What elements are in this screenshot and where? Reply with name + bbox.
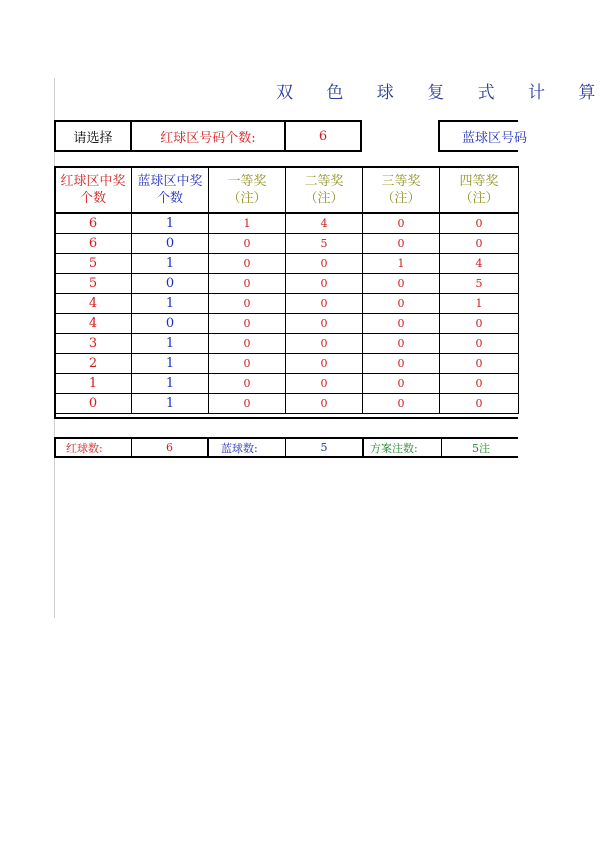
page-title: 双 色 球 复 式 计 算 xyxy=(276,83,609,103)
column-header-1 xyxy=(132,167,209,214)
table-cell: 0 xyxy=(286,254,363,274)
column-header-0 xyxy=(55,167,132,214)
table-cell: 0 xyxy=(286,394,363,414)
column-header-line2: （注） xyxy=(304,191,344,206)
column-header-line1: 一等奖 xyxy=(227,174,267,189)
table-cell: 1 xyxy=(440,294,519,314)
table-cell: 0 xyxy=(440,234,519,254)
column-header-line1: 四等奖 xyxy=(459,174,499,189)
table-cell: 0 xyxy=(363,294,440,314)
summary-blue-label: 蓝球数: xyxy=(209,439,286,456)
column-header-3 xyxy=(286,167,363,214)
table-cell: 4 xyxy=(286,214,363,234)
blue-count-selector xyxy=(438,120,528,152)
table-cell: 0 xyxy=(440,374,519,394)
table-cell: 1 xyxy=(132,214,209,234)
table-cell: 0 xyxy=(55,394,132,414)
table-cell: 1 xyxy=(132,354,209,374)
table-cell: 0 xyxy=(209,234,286,254)
select-prompt: 请选择 xyxy=(56,122,132,150)
table-cell: 0 xyxy=(363,374,440,394)
table-row xyxy=(55,294,519,314)
table-cell: 0 xyxy=(209,374,286,394)
table-cell: 0 xyxy=(363,214,440,234)
table-cell: 0 xyxy=(209,354,286,374)
table-cell: 1 xyxy=(132,374,209,394)
table-cell: 0 xyxy=(286,374,363,394)
table-cell: 0 xyxy=(209,314,286,334)
table-cell: 0 xyxy=(440,354,519,374)
red-count-selector xyxy=(54,120,362,152)
prize-table xyxy=(54,166,519,414)
table-cell: 0 xyxy=(363,334,440,354)
column-header-line2: 个数 xyxy=(79,191,106,206)
table-cell: 0 xyxy=(440,334,519,354)
table-cell: 0 xyxy=(363,234,440,254)
table-row xyxy=(55,394,519,414)
red-count-value[interactable]: 6 xyxy=(318,128,328,144)
column-header-2 xyxy=(209,167,286,214)
table-cell: 0 xyxy=(209,294,286,314)
table-cell: 1 xyxy=(132,294,209,314)
table-cell: 0 xyxy=(363,394,440,414)
column-header-line2: （注） xyxy=(381,191,421,206)
table-cell: 4 xyxy=(55,294,132,314)
table-cell: 0 xyxy=(286,294,363,314)
table-cell: 1 xyxy=(132,334,209,354)
table-body xyxy=(55,214,519,414)
column-header-5 xyxy=(440,167,519,214)
blue-count-label: 蓝球区号码 xyxy=(462,130,528,146)
table-cell: 0 xyxy=(363,354,440,374)
table-cell: 0 xyxy=(440,394,519,414)
table-row xyxy=(55,314,519,334)
table-cell: 0 xyxy=(363,314,440,334)
summary-plan-value: 5注 xyxy=(472,441,490,455)
column-header-line2: （注） xyxy=(227,191,267,206)
table-cell: 0 xyxy=(132,234,209,254)
table-cell: 1 xyxy=(132,254,209,274)
summary-red-label: 红球数: xyxy=(56,439,132,456)
table-row xyxy=(55,354,519,374)
table-row xyxy=(55,374,519,394)
table-cell: 6 xyxy=(55,214,132,234)
summary-plan-label: 方案注数: xyxy=(364,439,442,456)
column-header-line1: 蓝球区中奖 xyxy=(137,174,203,189)
table-cell: 4 xyxy=(55,314,132,334)
table-header-row xyxy=(55,167,519,214)
table-row xyxy=(55,274,519,294)
table-cell: 0 xyxy=(286,354,363,374)
table-cell: 1 xyxy=(55,374,132,394)
table-cell: 0 xyxy=(132,274,209,294)
table-row xyxy=(55,234,519,254)
column-header-line1: 红球区中奖 xyxy=(60,174,126,189)
table-cell: 0 xyxy=(209,394,286,414)
summary-blue-value: 5 xyxy=(286,439,364,456)
summary-row xyxy=(54,437,518,458)
column-header-line2: 个数 xyxy=(156,191,183,206)
table-cell: 2 xyxy=(55,354,132,374)
table-cell: 0 xyxy=(440,314,519,334)
table-cell: 0 xyxy=(132,314,209,334)
table-cell: 0 xyxy=(286,314,363,334)
table-row xyxy=(55,214,519,234)
table-cell: 0 xyxy=(209,274,286,294)
column-header-line1: 三等奖 xyxy=(381,174,421,189)
table-cell: 0 xyxy=(286,334,363,354)
table-cell: 5 xyxy=(55,274,132,294)
table-cell: 0 xyxy=(286,274,363,294)
table-cell: 0 xyxy=(440,214,519,234)
red-count-label: 红球区号码个数: xyxy=(132,122,286,150)
table-cell: 0 xyxy=(363,274,440,294)
table-row xyxy=(55,254,519,274)
table-cell: 5 xyxy=(286,234,363,254)
table-cell: 5 xyxy=(440,274,519,294)
table-cell: 4 xyxy=(440,254,519,274)
table-cell: 0 xyxy=(209,334,286,354)
table-cell: 1 xyxy=(132,394,209,414)
column-header-line2: （注） xyxy=(459,191,499,206)
table-row xyxy=(55,334,519,354)
table-cell: 1 xyxy=(209,214,286,234)
table-cell: 6 xyxy=(55,234,132,254)
table-cell: 3 xyxy=(55,334,132,354)
table-cell: 1 xyxy=(363,254,440,274)
column-header-line1: 二等奖 xyxy=(304,174,344,189)
header-divider xyxy=(54,212,518,214)
summary-red-value: 6 xyxy=(132,439,209,456)
table-cell: 0 xyxy=(209,254,286,274)
column-header-4 xyxy=(363,167,440,214)
table-cell: 5 xyxy=(55,254,132,274)
